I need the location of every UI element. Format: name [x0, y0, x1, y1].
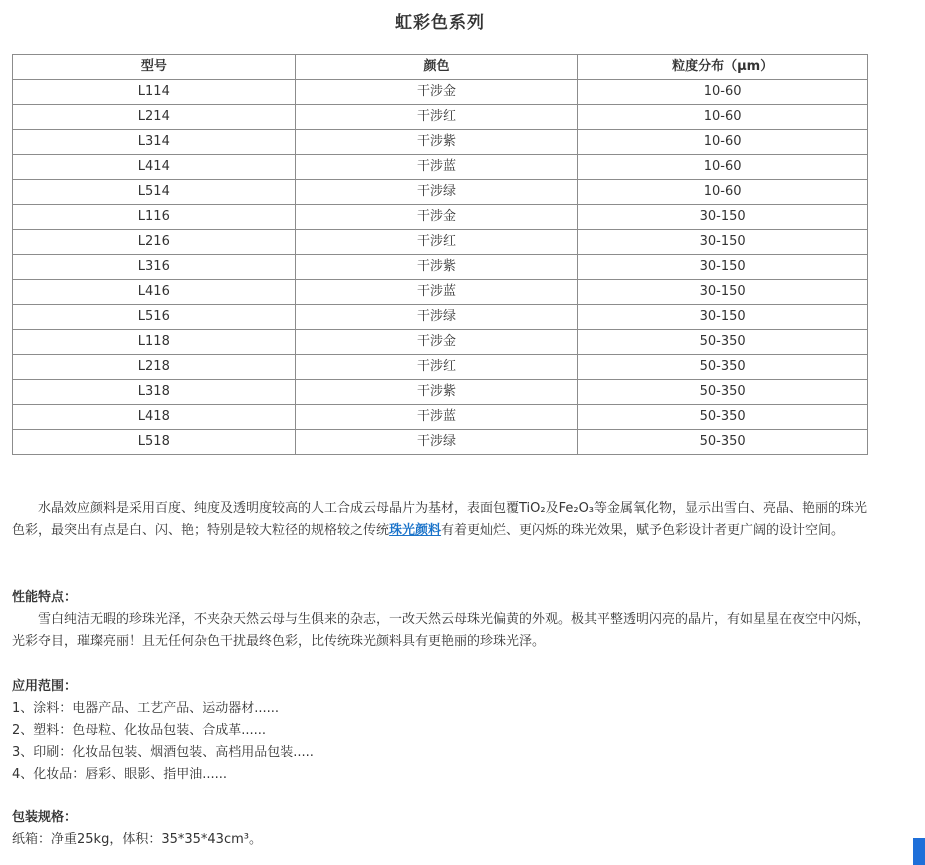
cell-color: 干涉蓝	[295, 155, 578, 180]
table-row	[13, 305, 868, 330]
table-header-row	[13, 55, 868, 80]
table-row	[13, 105, 868, 130]
packaging-text: 纸箱：净重25kg，体积：35*35*43cm³。	[12, 832, 262, 847]
cell-color: 干涉金	[295, 330, 578, 355]
table-row	[13, 230, 868, 255]
cell-size: 30-150	[578, 205, 868, 230]
application-item: 2、塑料：色母粒、化妆品包装、合成革......	[12, 723, 267, 738]
application-item: 4、化妆品：唇彩、眼影、指甲油......	[12, 767, 228, 782]
cell-size: 10-60	[578, 130, 868, 155]
cell-color: 干涉红	[295, 105, 578, 130]
header-particle-size: 粒度分布（μm）	[578, 55, 868, 80]
application-item: 3、印刷：化妆品包装、烟酒包装、高档用品包装.....	[12, 745, 314, 760]
table-row	[13, 180, 868, 205]
cell-model: L518	[13, 430, 296, 455]
cell-color: 干涉绿	[295, 430, 578, 455]
cell-color: 干涉红	[295, 230, 578, 255]
pearl-pigment-link[interactable]: 珠光颜料	[389, 523, 442, 538]
table-row	[13, 280, 868, 305]
header-color: 颜色	[295, 55, 578, 80]
cell-color: 干涉蓝	[295, 405, 578, 430]
features-section	[12, 587, 870, 653]
cell-model: L416	[13, 280, 296, 305]
intro-text-before-link: 水晶效应颜料是采用百度、纯度及透明度较高的人工合成云母晶片为基材，表面包覆TiO₂及Fe₂O₃等金属氧化物，显示出雪白、亮晶、艳丽的珠光色彩，最突出有点是白、闪、艳；特别是较大粒径的规格较之传统	[12, 501, 868, 538]
cell-size: 10-60	[578, 80, 868, 105]
cell-model: L114	[13, 80, 296, 105]
cell-model: L318	[13, 380, 296, 405]
cell-color: 干涉紫	[295, 130, 578, 155]
cell-size: 10-60	[578, 105, 868, 130]
cell-model: L214	[13, 105, 296, 130]
table-row	[13, 430, 868, 455]
application-item: 1、涂料：电器产品、工艺产品、运动器材......	[12, 701, 280, 716]
features-text: 雪白纯洁无暇的珍珠光泽，不夹杂天然云母与生俱来的杂志，一改天然云母珠光偏黄的外观。极其平整透明闪亮的晶片，有如星星在夜空中闪烁，光彩夺目，璀璨亮丽！且无任何杂色干扰最终色彩，比传统珠光颜料具有更艳丽的珍珠光泽。	[12, 612, 871, 649]
cell-size: 50-350	[578, 380, 868, 405]
table-row	[13, 330, 868, 355]
table-row	[13, 355, 868, 380]
cell-color: 干涉金	[295, 80, 578, 105]
cell-color: 干涉蓝	[295, 280, 578, 305]
cell-model: L514	[13, 180, 296, 205]
packaging-section	[12, 807, 870, 851]
intro-paragraph	[12, 498, 870, 542]
cell-model: L316	[13, 255, 296, 280]
cell-color: 干涉紫	[295, 255, 578, 280]
cell-model: L118	[13, 330, 296, 355]
floating-side-tab[interactable]	[913, 838, 925, 865]
cell-size: 50-350	[578, 430, 868, 455]
cell-size: 10-60	[578, 180, 868, 205]
cell-color: 干涉绿	[295, 305, 578, 330]
cell-model: L218	[13, 355, 296, 380]
cell-model: L418	[13, 405, 296, 430]
table-row	[13, 205, 868, 230]
cell-color: 干涉金	[295, 205, 578, 230]
cell-size: 50-350	[578, 355, 868, 380]
table-row	[13, 380, 868, 405]
applications-heading: 应用范围：	[12, 679, 78, 694]
applications-section	[12, 676, 870, 786]
table-row	[13, 80, 868, 105]
cell-size: 30-150	[578, 280, 868, 305]
cell-model: L116	[13, 205, 296, 230]
cell-size: 30-150	[578, 305, 868, 330]
cell-color: 干涉绿	[295, 180, 578, 205]
cell-color: 干涉紫	[295, 380, 578, 405]
cell-color: 干涉红	[295, 355, 578, 380]
intro-text-after-link: 有着更灿烂、更闪烁的珠光效果，赋予色彩设计者更广阔的设计空间。	[441, 523, 845, 538]
cell-size: 10-60	[578, 155, 868, 180]
page-title: 虹彩色系列	[395, 13, 485, 33]
table-row	[13, 405, 868, 430]
cell-size: 50-350	[578, 405, 868, 430]
header-model: 型号	[13, 55, 296, 80]
cell-model: L414	[13, 155, 296, 180]
table-row	[13, 130, 868, 155]
features-heading: 性能特点：	[12, 590, 78, 605]
cell-model: L216	[13, 230, 296, 255]
cell-size: 50-350	[578, 330, 868, 355]
packaging-heading: 包装规格：	[12, 810, 78, 825]
cell-size: 30-150	[578, 255, 868, 280]
table-row	[13, 155, 868, 180]
cell-model: L516	[13, 305, 296, 330]
table-row	[13, 255, 868, 280]
cell-model: L314	[13, 130, 296, 155]
cell-size: 30-150	[578, 230, 868, 255]
product-spec-table	[12, 54, 868, 455]
